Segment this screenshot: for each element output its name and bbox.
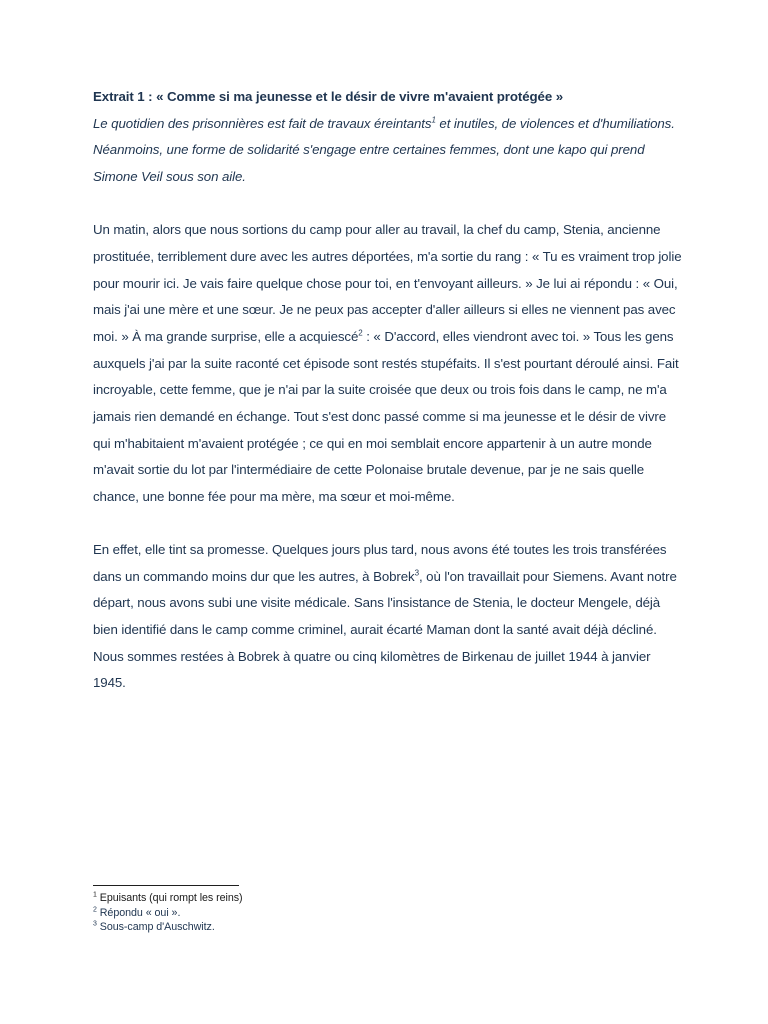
- footnote-ref-1[interactable]: 1: [431, 115, 436, 125]
- paragraph-1: [93, 217, 683, 510]
- paragraph-1-text-2: : « D'accord, elles viendront avec toi. » Tous les gens auxquels j'ai par la suite raconté cet épisode sont restés stupéfaits. Il s'est pourtant déroulé ainsi. Fait incroyable, cette femme, que je n'ai par la suite croisée que deux ou trois fois dans le camp, ne m'a jamais rien demandé en échange. Tout s'est donc passé comme si ma jeunesse et le désir de vivre qui m'habitaient m'avaient protégée ; ce qui en moi semblait encore appartenir à un autre monde m'avait sortie du lot par l'intermédiaire de cette Polonaise brutale devenue, par je ne sais quelle chance, une bonne fée pour ma mère, ma sœur et moi-même.: [93, 328, 679, 504]
- footnote-2-text: Répondu « oui ».: [96, 906, 181, 919]
- intro-text-1: Le quotidien des prisonnières est fait de travaux éreintants: [93, 115, 432, 131]
- footnote-2: [93, 906, 493, 921]
- footnote-1: [93, 891, 493, 906]
- excerpt-title: Extrait 1 : « Comme si ma jeunesse et le désir de vivre m'avaient protégée »: [93, 89, 564, 104]
- paragraph-1-text-1: Un matin, alors que nous sortions du camp pour aller au travail, la chef du camp, Stenia, ancienne prostituée, terriblement dure avec les autres déportées, m'a sortie du rang : « Tu es vraiment trop jolie pour mourir ici. Je vais faire quelque chose pour toi, en t'envoyant ailleurs. » Je lui ai répondu : « Oui, mais j'ai une mère et une sœur. Je ne peux pas accepter d'aller ailleurs si elles ne viennent pas avec moi. » À ma grande surprise, elle a acquiescé: [93, 222, 682, 344]
- footnote-1-number: 1: [93, 891, 97, 899]
- intro-text-2: et inutiles, de violences et d'humiliations. Néanmoins, une forme de solidarité s'engage entre certaines femmes, dont une kapo qui prend Simone Veil sous son aile.: [93, 115, 675, 184]
- paragraph-2: [93, 537, 683, 697]
- footnote-2-number: 2: [93, 905, 97, 913]
- paragraph-2-text-1: En effet, elle tint sa promesse. Quelques jours plus tard, nous avons été toutes les trois transférées dans un commando moins dur que les autres, à Bobrek: [93, 542, 667, 584]
- footnote-ref-3[interactable]: 3: [414, 568, 419, 578]
- excerpt-intro: [93, 111, 683, 191]
- footnote-1-text: Epuisants (qui rompt les reins): [96, 892, 243, 904]
- footnote-separator: [93, 885, 239, 886]
- footnote-3: [93, 920, 493, 935]
- document-body: [93, 84, 683, 724]
- footnote-ref-2[interactable]: 2: [358, 328, 363, 338]
- paragraph-2-text-2: , où l'on travaillait pour Siemens. Avant notre départ, nous avons subi une visite médicale. Sans l'insistance de Stenia, le docteur Mengele, déjà bien identifié dans le camp comme criminel, aurait écarté Maman dont la santé avait déjà décliné. Nous sommes restées à Bobrek à quatre ou cinq kilomètres de Birkenau de juillet 1944 à janvier 1945.: [93, 568, 677, 691]
- footnote-3-text: Sous-camp d'Auschwitz.: [96, 921, 215, 933]
- footnote-3-number: 3: [93, 920, 97, 928]
- footnotes-section: [93, 885, 493, 935]
